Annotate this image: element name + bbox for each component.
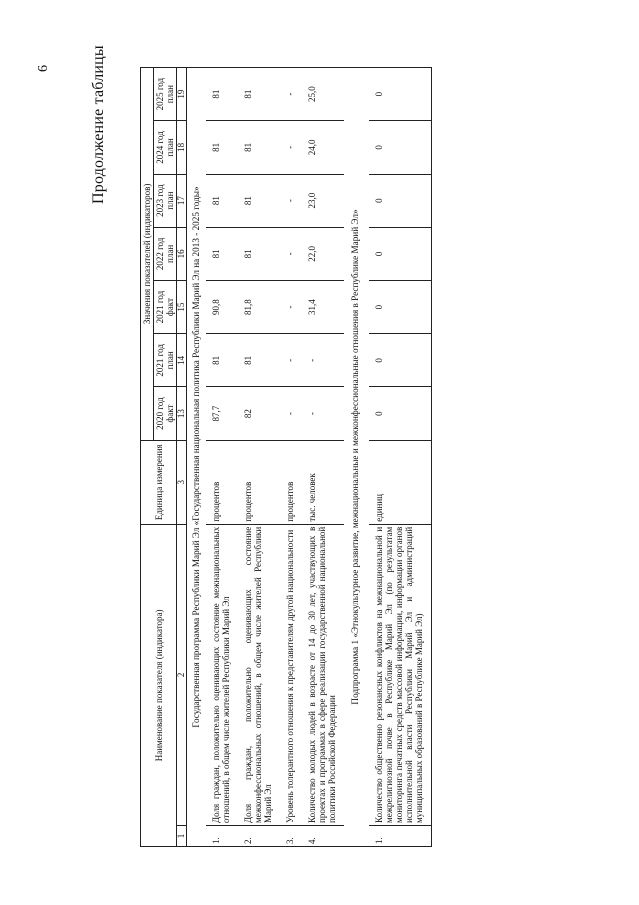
header-name: Наименование показателя (индикатора) (141, 524, 177, 846)
col-number: 3 (177, 440, 187, 524)
indicator-name: Уровень толерантного отношения к представителям другой национальности (280, 524, 302, 825)
subsection-title: Подпрограмма 1 «Этнокультурное развитие, межнациональные и межконфессиональные отношения в Республике Марий Эл» (344, 68, 368, 847)
indicator-unit: процентов (280, 440, 302, 524)
indicator-name: Доля граждан, положительно оценивающих состояние межконфессиональных отношений, в общем числе жителей Республики Марий Эл (238, 524, 280, 825)
continuation-label: Продолжение таблицы (90, 45, 107, 204)
col-number: 19 (177, 68, 187, 121)
col-number: 18 (177, 121, 187, 174)
header-col: 2025 год план (154, 68, 177, 121)
col-number: 17 (177, 174, 187, 227)
col-number: 13 (177, 387, 187, 440)
header-values-group: Значения показателей (индикаторов) (141, 68, 154, 441)
header-col: 2020 год факт (154, 387, 177, 440)
indicator-name: Количество общественно резонансных конфликтов на межнациональной и межрелигиозной почве в Республике Марий Эл (по результатам мониторинга печатных средств массовой информации, информации органов исполнительной власти Республики Марий Эл и администраций муниципальных образований в Республике Марий Эл) (369, 524, 432, 825)
table-row: 4. Количество молодых людей в возрасте от 14 до 30 лет, участвующих в проектах и программах в сфере реализации государственной национальной политики Российской Федерации тыс. человек - - 31,4 22,0 23,0 24,0 25,0 (302, 68, 344, 847)
section-title: Государственная программа Республики Марий Эл «Государственная национальная политика Республики Марий Эл на 2013 - 2025 годы» (187, 68, 206, 847)
col-number: 16 (177, 227, 187, 280)
col-number: 1 (177, 825, 187, 846)
indicator-unit: единиц (369, 440, 432, 524)
indicator-name: Количество молодых людей в возрасте от 14 до 30 лет, участвующих в проектах и программах в сфере реализации государственной национальной политики Российской Федерации (302, 524, 344, 825)
header-col: 2023 год план (154, 174, 177, 227)
indicators-table (140, 67, 432, 847)
table-row: 2. Доля граждан, положительно оценивающих состояние межконфессиональных отношений, в общем числе жителей Республики Марий Эл процентов 82 81 81,8 81 81 81 81 (238, 68, 280, 847)
header-col: 2022 год план (154, 227, 177, 280)
col-number: 15 (177, 281, 187, 334)
table-row: 1. Количество общественно резонансных конфликтов на межнациональной и межрелигиозной почве в Республике Марий Эл (по результатам мониторинга печатных средств массовой информации, информации органов исполнительной власти Республики Марий Эл и администраций муниципальных образований в Республике Марий Эл) единиц 0 0 0 0 0 0 0 (369, 68, 432, 847)
col-number: 2 (177, 524, 187, 825)
table-row: 3. Уровень толерантного отношения к представителям другой национальности процентов - - - - - - - (280, 68, 302, 847)
page-number: 6 (36, 65, 51, 72)
header-col: 2024 год план (154, 121, 177, 174)
header-unit: Единица измерения (141, 440, 177, 524)
col-number: 14 (177, 334, 187, 387)
indicator-unit: процентов (206, 440, 238, 524)
indicator-name: Доля граждан, положительно оценивающих состояние межнациональных отношений, в общем числе жителей Республики Марий Эл (206, 524, 238, 825)
header-col: 2021 год план (154, 334, 177, 387)
table-row: 1. Доля граждан, положительно оценивающих состояние межнациональных отношений, в общем числе жителей Республики Марий Эл процентов 87,7 81 90,8 81 81 81 81 (206, 68, 238, 847)
indicator-unit: тыс. человек (302, 440, 344, 524)
header-col: 2021 год факт (154, 281, 177, 334)
indicator-unit: процентов (238, 440, 280, 524)
